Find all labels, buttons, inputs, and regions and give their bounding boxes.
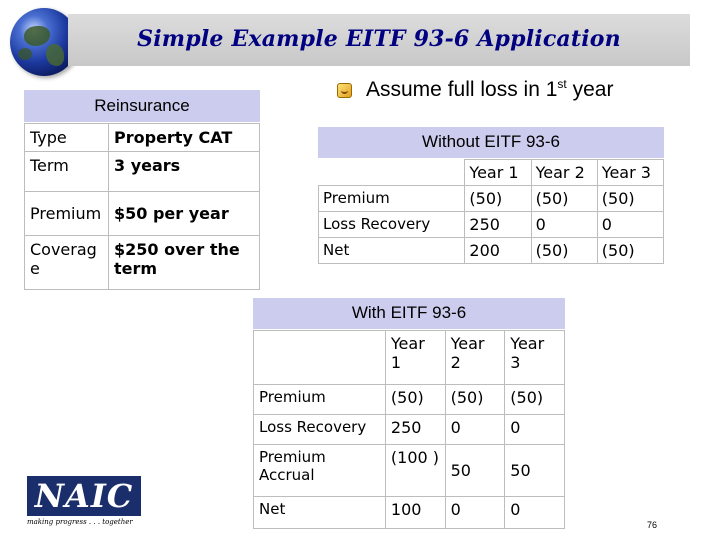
- table-header-row: [254, 331, 565, 385]
- cell: 0: [445, 497, 505, 529]
- table-row: [254, 445, 565, 497]
- column-header: Year 2: [531, 160, 597, 186]
- table-row: [319, 212, 664, 238]
- cell: (50): [445, 385, 505, 415]
- globe-land-shape: [46, 44, 64, 66]
- column-header: Year 2: [445, 331, 505, 385]
- table-row: [319, 186, 664, 212]
- logo-text: NAIC: [34, 477, 134, 515]
- cell: 100: [385, 497, 445, 529]
- table-row: [25, 192, 260, 236]
- cell: 250: [385, 415, 445, 445]
- bullet-icon: [337, 83, 352, 98]
- row-value: $250 over the term: [109, 236, 260, 290]
- row-label: Premium: [254, 385, 386, 415]
- row-value: 3 years: [109, 152, 260, 192]
- cell: 50: [445, 445, 505, 497]
- cell: 0: [445, 415, 505, 445]
- without-header: Without EITF 93-6: [318, 127, 664, 158]
- reinsurance-header: Reinsurance: [24, 90, 260, 122]
- table-header-row: [319, 160, 664, 186]
- table-row: [254, 497, 565, 529]
- cell: (50): [531, 186, 597, 212]
- assumption-after: year: [566, 78, 614, 101]
- reinsurance-table: [24, 123, 260, 290]
- row-label: Net: [254, 497, 386, 529]
- page-number: 76: [647, 520, 658, 530]
- row-label: Loss Recovery: [319, 212, 465, 238]
- row-label: Premium: [25, 192, 109, 236]
- assumption-text: [366, 78, 613, 102]
- column-header: Year 1: [465, 160, 531, 186]
- row-label: Type: [25, 124, 109, 152]
- row-label: Loss Recovery: [254, 415, 386, 445]
- with-table: [253, 330, 565, 529]
- row-value: $50 per year: [109, 192, 260, 236]
- cell: 0: [505, 497, 565, 529]
- cell: (50): [597, 186, 663, 212]
- row-label: Premium Accrual: [254, 445, 386, 497]
- row-label: Coverag e: [25, 236, 109, 290]
- cell: 0: [597, 212, 663, 238]
- globe-land-shape: [18, 48, 32, 60]
- column-header: [254, 331, 386, 385]
- with-header: With EITF 93-6: [253, 298, 565, 329]
- column-header: [319, 160, 465, 186]
- slide-title: Simple Example EITF 93-6 Application: [137, 26, 621, 52]
- table-row: [254, 385, 565, 415]
- column-header: Year 3: [505, 331, 565, 385]
- cell: 0: [505, 415, 565, 445]
- table-row: [254, 415, 565, 445]
- column-header: Year 1: [385, 331, 445, 385]
- cell: (100 ): [385, 445, 445, 497]
- cell: (50): [385, 385, 445, 415]
- cell: (50): [505, 385, 565, 415]
- row-label: Net: [319, 238, 465, 264]
- row-label: Term: [25, 152, 109, 192]
- table-row: [25, 152, 260, 192]
- cell: 200: [465, 238, 531, 264]
- cell: 50: [505, 445, 565, 497]
- row-value: Property CAT: [109, 124, 260, 152]
- logo-tagline: making progress . . . together: [27, 518, 133, 526]
- row-label: Premium: [319, 186, 465, 212]
- naic-logo: [27, 476, 141, 516]
- cell: (50): [465, 186, 531, 212]
- cell: (50): [531, 238, 597, 264]
- cell: (50): [597, 238, 663, 264]
- without-table: [318, 159, 664, 264]
- cell: 0: [531, 212, 597, 238]
- cell: 250: [465, 212, 531, 238]
- table-row: [319, 238, 664, 264]
- globe-land-shape: [24, 26, 50, 46]
- table-row: [25, 124, 260, 152]
- table-row: [25, 236, 260, 290]
- assumption-main: Assume full loss in 1: [366, 78, 558, 101]
- assumption-sup: st: [557, 77, 567, 91]
- column-header: Year 3: [597, 160, 663, 186]
